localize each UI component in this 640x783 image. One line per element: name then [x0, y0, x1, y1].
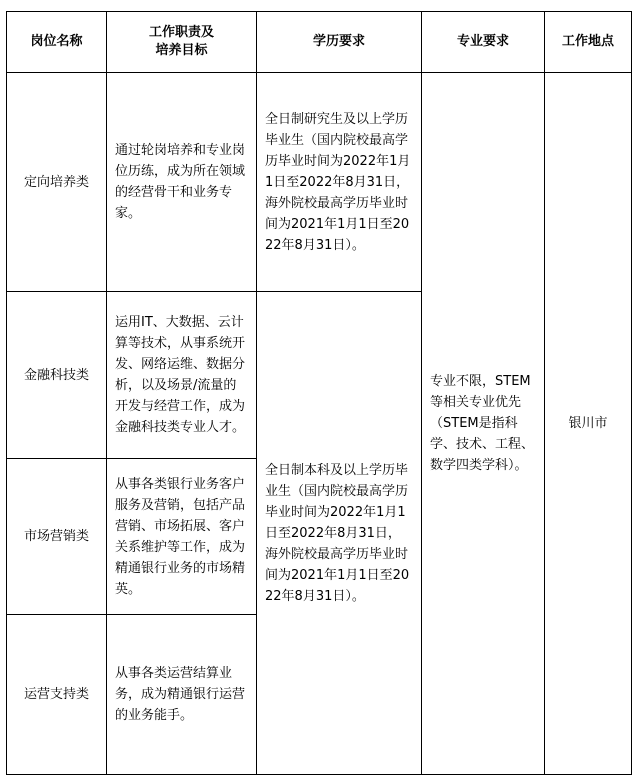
duties-cell: [107, 459, 257, 615]
header-position: [7, 12, 107, 73]
header-education-label: 学历要求: [312, 34, 365, 49]
duties-text: 从事各类银行业务客户服务及营销，包括产品营销、市场拓展、客户关系维护等工作，成为精通银行业务的市场精英。: [115, 476, 246, 597]
duties-cell: [107, 73, 257, 292]
header-duties-line2: 培养目标: [155, 43, 208, 58]
education-undergraduate-text: 全日制本科及以上学历毕业生（国内院校最高学历毕业时间为2022年1月1日至2022年8月31日，海外院校最高学历毕业时间为2021年1月1日至2022年8月31日）。: [265, 462, 410, 604]
duties-text: 从事各类运营结算业务，成为精通银行运营的业务能手。: [115, 666, 246, 723]
duties-cell: [107, 615, 257, 775]
education-cell-graduate: [257, 73, 422, 292]
header-position-label: 岗位名称: [30, 34, 83, 49]
position-cell: [7, 292, 107, 459]
header-major-label: 专业要求: [456, 34, 509, 49]
major-text: 专业不限，STEM等相关专业优先（STEM是指科学、技术、工程、数学四类学科）。: [430, 374, 535, 473]
duties-text: 通过轮岗培养和专业岗位历练，成为所在领域的经营骨干和业务专家。: [115, 143, 246, 221]
header-location: [545, 12, 632, 73]
header-location-label: 工作地点: [561, 34, 614, 49]
location-cell: [545, 73, 632, 775]
header-major: [422, 12, 545, 73]
position-cell: [7, 73, 107, 292]
recruitment-table: [6, 11, 632, 775]
table-row: [7, 73, 632, 292]
header-duties: [107, 12, 257, 73]
education-graduate-text: 全日制研究生及以上学历毕业生（国内院校最高学历毕业时间为2022年1月1日至2022年8月31日，海外院校最高学历毕业时间为2021年1月1日至2022年8月31日）。: [265, 111, 411, 253]
duties-text: 运用IT、大数据、云计算等技术，从事系统开发、网络运维、数据分析，以及场景/流量的开发与经营工作，成为金融科技类专业人才。: [115, 315, 246, 435]
position-name: 市场营销类: [23, 529, 89, 544]
position-cell: [7, 459, 107, 615]
position-name: 金融科技类: [23, 367, 89, 383]
education-cell-undergraduate: [257, 292, 422, 775]
position-name: 定向培养类: [23, 174, 89, 190]
duties-cell: [107, 292, 257, 459]
header-duties-line1: 工作职责及: [148, 25, 214, 40]
header-education: [257, 12, 422, 73]
header-row: [7, 12, 632, 73]
location-text: 银川市: [568, 416, 608, 431]
major-cell: [422, 73, 545, 775]
position-cell: [7, 615, 107, 775]
position-name: 运营支持类: [23, 687, 89, 702]
